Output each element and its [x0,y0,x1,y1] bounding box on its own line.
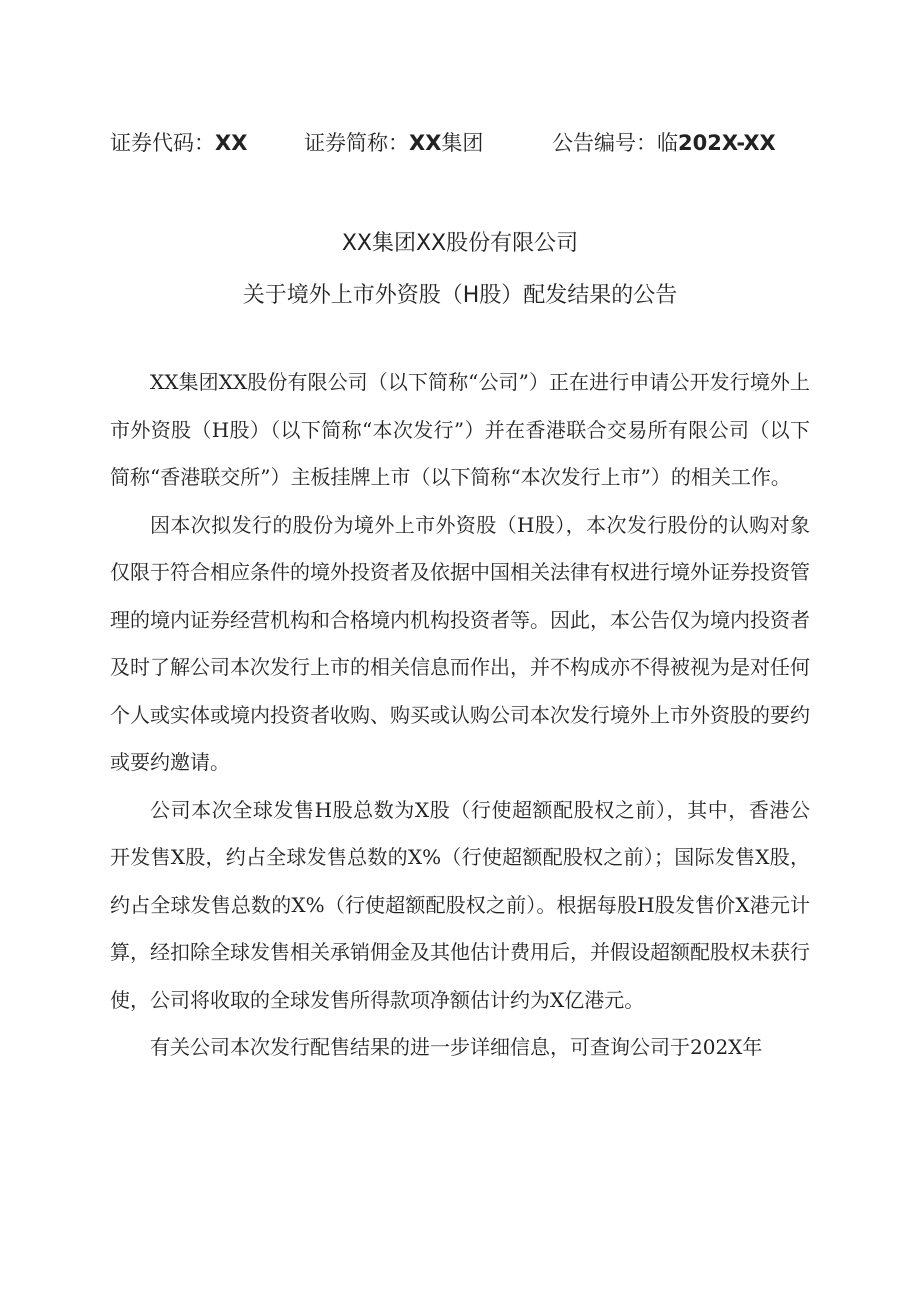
securities-code [110,123,247,163]
paragraph-offering-details: 公司本次全球发售H股总数为X股（行使超额配股权之前），其中，香港公开发售X股，约占全球发售总数的X%（行使超额配股权之前）；国际发售X股，约占全球发售总数的X%（行使超额配股权之前）。根据每股H股发售价X港元计算，经扣除全球发售相关承销佣金及其他估计费用后，并假设超额配股权未获行使，公司将收取的全球发售所得款项净额估计约为X亿港元。 [110,797,810,1012]
announcement-number [552,123,776,163]
announcement-subject-title: 关于境外上市外资股（H股）配发结果的公告 [242,283,678,308]
securities-abbreviation-label: 证券简称： [304,131,409,155]
paragraph-introduction: XX集团XX股份有限公司（以下简称“公司”）正在进行申请公开发行境外上市外资股（H股）（以下简称“本次发行”）并在香港联合交易所有限公司（以下简称“香港联交所”）主板挂牌上市（以下简称“本次发行上市”）的相关工作。 [110,370,810,489]
announcement-header [110,123,830,163]
paragraph-investor-scope: 因本次拟发行的股份为境外上市外资股（H股），本次发行股份的认购对象仅限于符合相应条件的境外投资者及依据中国相关法律有权进行境外证券投资管理的境内证券经营机构和合格境内机构投资者等。因此，本公告仅为境内投资者及时了解公司本次发行上市的相关信息而作出，并不构成亦不得被视为是对任何个人或实体或境内投资者收购、购买或认购公司本次发行境外上市外资股的要约或要约邀请。 [110,512,810,774]
company-name-title: XX集团XX股份有限公司 [341,231,579,256]
document-title [0,218,920,322]
securities-abbreviation-suffix: 集团 [441,131,484,155]
announcement-number-value: 202X-XX [678,131,776,155]
securities-abbreviation-value: XX [409,131,442,155]
securities-code-label: 证券代码： [110,131,215,155]
announcement-body [110,359,810,1072]
announcement-number-label: 公告编号：临 [552,131,678,155]
paragraph-further-info: 有关公司本次发行配售结果的进一步详细信息，可查询公司于202X年 [150,1035,763,1059]
securities-abbreviation [304,123,483,163]
securities-code-value: XX [215,131,248,155]
